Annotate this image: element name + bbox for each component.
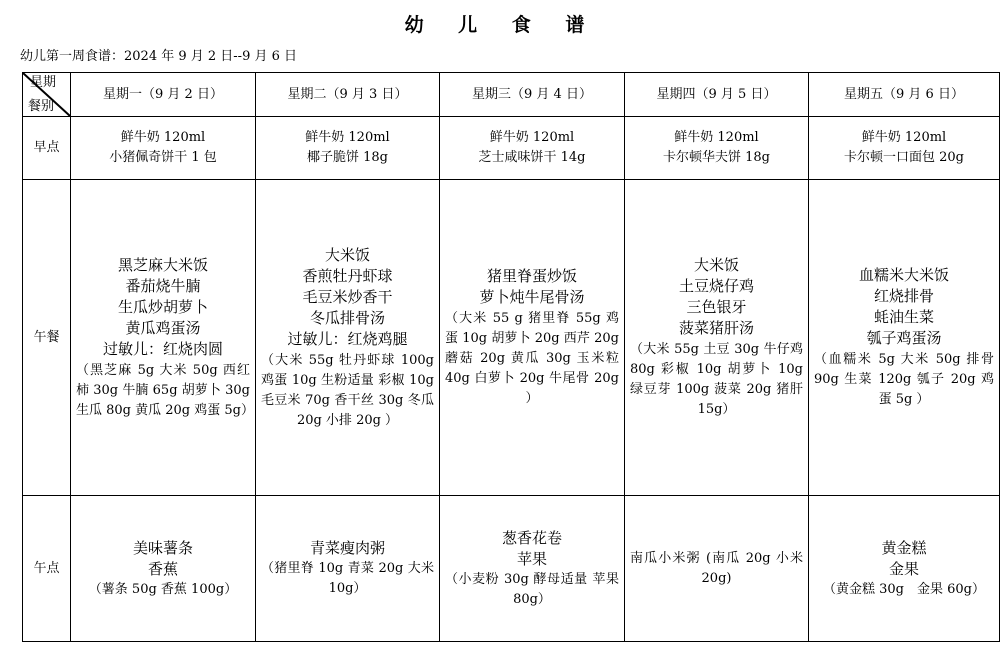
- lunch-cell: [256, 180, 440, 496]
- lunch-label: 午餐: [23, 180, 71, 496]
- dish-name: 土豆烧仔鸡: [678, 277, 754, 295]
- snack-cell: [256, 496, 440, 642]
- breakfast-label: 早点: [23, 117, 71, 180]
- dish-name: 黑芝麻大米饭: [117, 255, 208, 274]
- dish-name: 猪里脊蛋炒饭: [486, 267, 577, 285]
- dish-name: 大米饭: [693, 256, 739, 274]
- day-header-tue: 星期二（9 月 3 日）: [256, 73, 440, 117]
- lunch-cell: [809, 180, 1000, 496]
- ingredient-detail: 南瓜小米粥 (南瓜 20g 小米 20g): [630, 550, 803, 586]
- lunch-row: [23, 180, 1000, 496]
- dish-name: 毛豆米炒香干: [302, 287, 393, 306]
- ingredient-detail: （大米 55g 土豆 30g 牛仔鸡 80g 彩椒 10g 胡萝卜 10g 绿豆芽 100g 菠菜 20g 猪肝 15g）: [630, 342, 803, 417]
- breakfast-cell: 鲜牛奶 120ml 小猪佩奇饼干 1 包: [71, 117, 256, 180]
- dish-name: 黄金糕: [881, 538, 927, 557]
- dish-name: 萝卜炖牛尾骨汤: [479, 288, 585, 306]
- dish-name: 苹果: [516, 549, 547, 568]
- ingredient-detail: （猪里脊 10g 青菜 20g 大米 10g）: [261, 561, 434, 596]
- lunch-cell: [440, 180, 625, 496]
- dish-name: 黄瓜鸡蛋汤: [125, 318, 201, 337]
- page-title: 幼 儿 食 谱: [404, 14, 599, 36]
- lunch-cell: [71, 180, 256, 496]
- header-row: [23, 73, 1000, 117]
- snack-cell: [809, 496, 1000, 642]
- dish-name: 香蕉: [147, 559, 178, 578]
- week-subtitle: 幼儿第一周食谱：2024 年 9 月 2 日--9 月 6 日: [20, 49, 298, 64]
- ingredient-detail: （大米 55g 牡丹虾球 100g 鸡蛋 10g 生粉适量 彩椒 10g 毛豆米 70g 香干丝 30g 冬瓜 20g 小排 20g ）: [261, 352, 434, 428]
- snack-cell: [625, 496, 809, 642]
- ingredient-detail: （黑芝麻 5g 大米 50g 西红柿 30g 牛腩 65g 胡萝卜 30g 生瓜 80g 黄瓜 20g 鸡蛋 5g）: [76, 362, 254, 418]
- dish-name: 冬瓜排骨汤: [309, 308, 385, 327]
- breakfast-row: [23, 117, 1000, 180]
- ingredient-detail: （小麦粉 30g 酵母适量 苹果 80g）: [445, 571, 619, 607]
- day-header-fri: 星期五（9 月 6 日）: [809, 73, 1000, 117]
- corner-meal-label: 餐别: [28, 99, 55, 114]
- corner-weekday-label: 星期: [30, 75, 57, 90]
- snack-row: [23, 496, 1000, 642]
- breakfast-cell: 鲜牛奶 120ml 卡尔顿华夫饼 18g: [625, 117, 809, 180]
- dish-name: 血糯米大米饭: [858, 266, 949, 284]
- allergy-dish: 过敏儿：红烧鸡腿: [287, 329, 408, 348]
- day-header-thu: 星期四（9 月 5 日）: [625, 73, 809, 117]
- ingredient-detail: （黄金糕 30g 金果 60g）: [823, 581, 985, 597]
- dish-name: 香煎牡丹虾球: [302, 266, 393, 285]
- dish-name: 美味薯条: [132, 538, 193, 557]
- dish-name: 红烧排骨: [873, 287, 934, 305]
- menu-table: [22, 72, 1000, 642]
- day-header-mon: 星期一（9 月 2 日）: [71, 73, 256, 117]
- breakfast-cell: 鲜牛奶 120ml 卡尔顿一口面包 20g: [809, 117, 1000, 180]
- dish-name: 金果: [888, 559, 919, 578]
- dish-name: 大米饭: [324, 245, 370, 264]
- ingredient-detail: （薯条 50g 香蕉 100g）: [88, 581, 238, 597]
- dish-name: 瓠子鸡蛋汤: [866, 329, 942, 347]
- allergy-dish: 过敏儿：红烧肉圆: [102, 339, 223, 358]
- day-header-wed: 星期三（9 月 4 日）: [440, 73, 625, 117]
- dish-name: 三色银牙: [686, 298, 747, 316]
- dish-name: 青菜瘦肉粥: [309, 539, 385, 557]
- dish-name: 蚝油生菜: [873, 308, 934, 326]
- snack-label: 午点: [23, 496, 71, 642]
- corner-cell: [23, 73, 71, 117]
- dish-name: 葱香花卷: [501, 528, 562, 547]
- snack-cell: [71, 496, 256, 642]
- dish-name: 菠菜猪肝汤: [678, 319, 754, 337]
- dish-name: 番茄烧牛腩: [125, 276, 201, 295]
- ingredient-detail: （大米 55 g 猪里脊 55g 鸡蛋 10g 胡萝卜 20g 西芹 20g 蘑菇 20g 黄瓜 30g 玉米粒 40g 白萝卜 20g 牛尾骨 20g ）: [445, 311, 619, 406]
- lunch-cell: [625, 180, 809, 496]
- breakfast-cell: 鲜牛奶 120ml 椰子脆饼 18g: [256, 117, 440, 180]
- ingredient-detail: （血糯米 5g 大米 50g 排骨 90g 生菜 120g 瓠子 20g 鸡蛋 5g ）: [814, 352, 994, 407]
- dish-name: 生瓜炒胡萝卜: [117, 297, 208, 316]
- breakfast-cell: 鲜牛奶 120ml 芝士咸味饼干 14g: [440, 117, 625, 180]
- snack-cell: [440, 496, 625, 642]
